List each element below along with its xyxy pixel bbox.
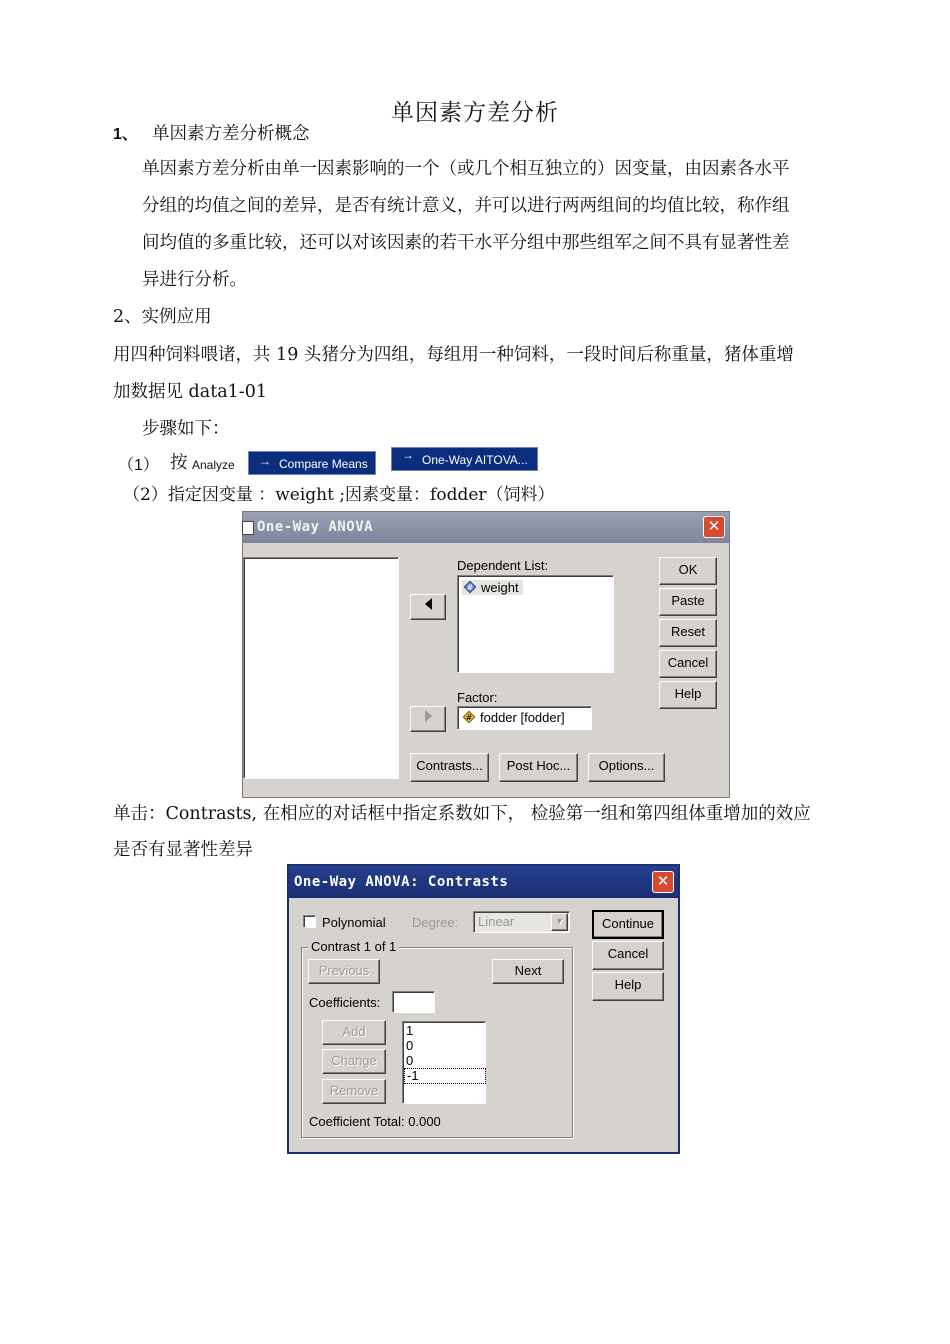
para1-line4: 异进行分析。: [142, 270, 247, 290]
page-title: 单因素方差分析: [391, 100, 559, 126]
dependent-list[interactable]: [457, 575, 614, 673]
ordinal-variable-icon: [462, 710, 476, 724]
coefficients-input[interactable]: [392, 991, 435, 1013]
move-to-factor-button[interactable]: [410, 706, 446, 732]
factor-field[interactable]: [457, 706, 592, 730]
para1-line1: 单因素方差分析由单一因素影响的一个（或几个相互独立的）因变量，由因素各水平: [142, 159, 790, 179]
coefficient-item[interactable]: 0: [406, 1038, 414, 1053]
svg-text:#: #: [465, 713, 473, 722]
options-button[interactable]: Options...: [588, 753, 665, 782]
para3-line1: 单击：Contrasts, 在相应的对话框中指定系数如下， 检验第一组和第四组体重增加的效应: [113, 804, 811, 824]
continue-button[interactable]: Continue: [592, 910, 664, 939]
factor-item-fodder: # fodder [fodder]: [462, 710, 565, 725]
dialog2-title: One-Way ANOVA: Contrasts: [294, 874, 509, 890]
source-variable-list[interactable]: [243, 557, 399, 779]
coefficient-list[interactable]: [402, 1021, 486, 1104]
contrast-group-label: Contrast 1 of 1: [308, 939, 399, 954]
chevron-down-icon[interactable]: ▼: [551, 913, 568, 931]
ok-button[interactable]: OK: [659, 557, 717, 585]
steps-intro: 步骤如下：: [142, 419, 230, 439]
menu-one-way-anova: → One-Way AITOVA...: [391, 447, 538, 471]
para1-line2: 分组的均值之间的差异，是否有统计意义，并可以进行两两组间的均值比较，称作组: [142, 196, 790, 216]
degree-select[interactable]: Linear ▼: [473, 911, 570, 933]
dependent-list-label: Dependent List:: [457, 558, 549, 573]
polynomial-label: Polynomial: [322, 915, 386, 930]
dialog1-title: One-Way ANOVA: [257, 519, 374, 535]
previous-button[interactable]: Previous: [308, 959, 380, 984]
contrasts-button[interactable]: Contrasts...: [410, 753, 489, 782]
para2-line2: 加数据见 data1-01: [113, 382, 267, 402]
reset-button[interactable]: Reset: [659, 619, 717, 647]
arrow-right-icon: →: [259, 454, 271, 468]
coefficients-label: Coefficients:: [309, 995, 381, 1010]
para1-line3: 间均值的多重比较，还可以对该因素的若干水平分组中那些组军之间不具有显著性差: [142, 233, 790, 253]
window-icon: [242, 521, 254, 535]
move-to-dependent-button[interactable]: [410, 594, 446, 620]
next-button[interactable]: Next: [492, 959, 564, 984]
arrow-left-icon: [425, 598, 432, 610]
help-button[interactable]: Help: [592, 972, 664, 1001]
dialog1-titlebar: [243, 512, 729, 543]
para2-line1: 用四种饲料喂诸，共 19 头猪分为四组，每组用一种饲料，一段时间后称重量，猪体重增: [113, 345, 794, 365]
menu-compare-means: → Compare Means: [248, 451, 376, 475]
post-hoc-button[interactable]: Post Hoc...: [499, 753, 578, 782]
coefficient-item[interactable]: 0: [406, 1053, 414, 1068]
arrow-right-icon: [425, 710, 432, 722]
section1-heading: 单因素方差分析概念: [152, 124, 310, 144]
dialog2-titlebar: [289, 866, 678, 898]
coefficient-total: Coefficient Total: 0.000: [309, 1114, 441, 1129]
arrow-right-icon: →: [402, 448, 414, 462]
section2-heading: 2、实例应用: [113, 307, 212, 327]
section1-number: 1、: [113, 126, 138, 143]
dependent-item-weight[interactable]: # weight: [462, 580, 523, 595]
coefficient-item-selected[interactable]: -1: [404, 1068, 486, 1084]
polynomial-checkbox[interactable]: [303, 915, 316, 928]
cancel-button[interactable]: Cancel: [592, 941, 664, 970]
close-icon[interactable]: ✕: [703, 516, 725, 538]
menu-analyze: Analyze: [192, 458, 235, 472]
para3-line2: 是否有显著性差异: [113, 840, 253, 860]
contrasts-dialog: [287, 864, 680, 1154]
cancel-button[interactable]: Cancel: [659, 650, 717, 678]
one-way-anova-dialog: [242, 511, 730, 798]
remove-button[interactable]: Remove: [322, 1079, 386, 1104]
close-icon[interactable]: ✕: [652, 871, 674, 893]
degree-label: Degree:: [412, 915, 459, 930]
step2-text: （2）指定因变量 ：weight ;因素变量：fodder（饲料）: [123, 485, 555, 505]
scale-variable-icon: [463, 580, 477, 594]
coefficient-item[interactable]: 1: [406, 1023, 414, 1038]
add-button[interactable]: Add: [322, 1020, 386, 1045]
factor-label: Factor:: [457, 690, 498, 705]
step1-text: 按: [170, 453, 188, 473]
step1-number: （1）: [118, 457, 159, 474]
help-button[interactable]: Help: [659, 681, 717, 709]
paste-button[interactable]: Paste: [659, 588, 717, 616]
svg-text:#: #: [466, 583, 474, 592]
change-button[interactable]: Change: [322, 1049, 386, 1074]
